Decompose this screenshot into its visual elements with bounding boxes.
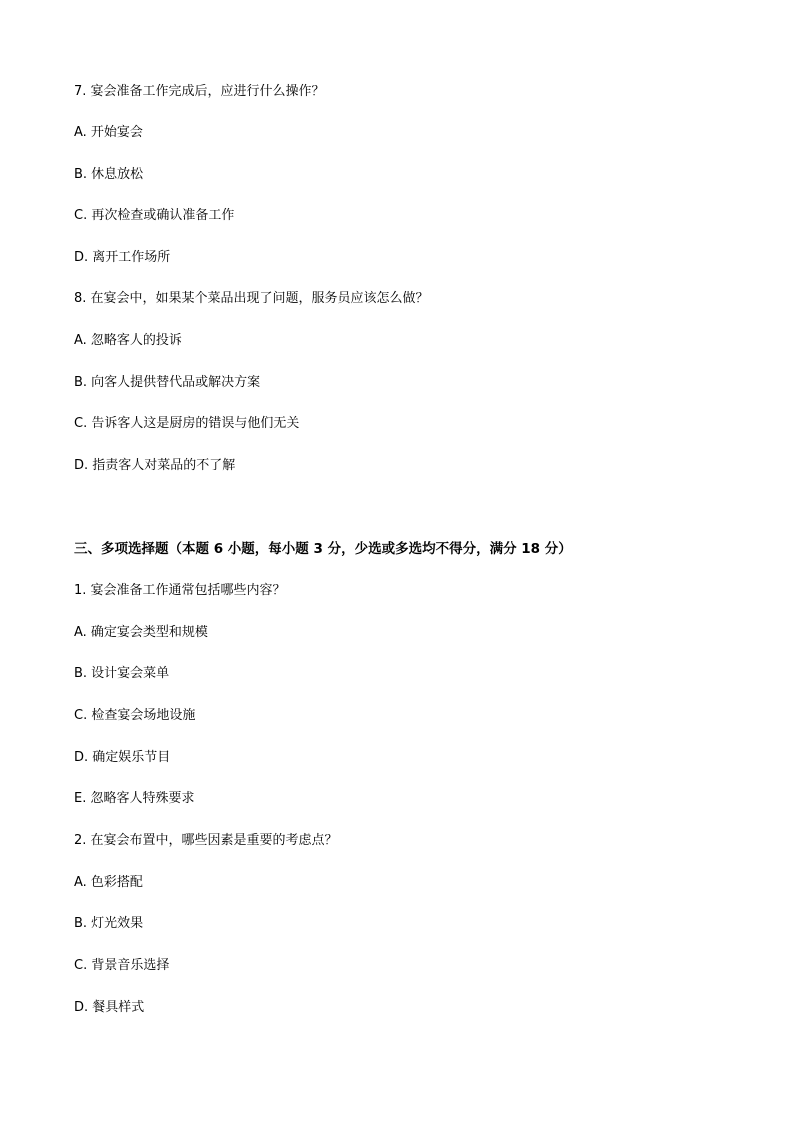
question-8-option-d: D. 指责客人对菜品的不了解 — [74, 458, 236, 473]
question-8-option-a: A. 忽略客人的投诉 — [74, 333, 182, 348]
multi-question-2-prompt: 2. 在宴会布置中，哪些因素是重要的考虑点？ — [74, 833, 338, 848]
multi-question-2-option-c: C. 背景音乐选择 — [74, 958, 170, 973]
multi-question-1-option-e: E. 忽略客人特殊要求 — [74, 791, 195, 806]
question-8-option-b: B. 向客人提供替代品或解决方案 — [74, 375, 261, 390]
multi-question-1-option-c: C. 检查宴会场地设施 — [74, 708, 196, 723]
question-8-prompt: 8. 在宴会中，如果某个菜品出现了问题，服务员应该怎么做？ — [74, 291, 429, 306]
multi-question-1-option-d: D. 确定娱乐节目 — [74, 750, 171, 765]
multi-question-2-option-d: D. 餐具样式 — [74, 1000, 145, 1015]
question-7-prompt: 7. 宴会准备工作完成后，应进行什么操作？ — [74, 84, 325, 99]
question-7-option-b: B. 休息放松 — [74, 167, 144, 182]
question-8-option-c: C. 告诉客人这是厨房的错误与他们无关 — [74, 416, 300, 431]
multi-question-2-option-a: A. 色彩搭配 — [74, 875, 143, 890]
question-7-option-c: C. 再次检查或确认准备工作 — [74, 208, 235, 223]
multi-question-2-option-b: B. 灯光效果 — [74, 916, 144, 931]
multi-question-1-option-a: A. 确定宴会类型和规模 — [74, 625, 208, 640]
question-7-option-d: D. 离开工作场所 — [74, 250, 171, 265]
question-7-option-a: A. 开始宴会 — [74, 125, 143, 140]
multi-question-1-option-b: B. 设计宴会菜单 — [74, 666, 170, 681]
section-heading: 三、多项选择题（本题 6 小题，每小题 3 分，少选或多选均不得分，满分 18 分） — [74, 541, 572, 557]
multi-question-1-prompt: 1. 宴会准备工作通常包括哪些内容？ — [74, 583, 286, 598]
